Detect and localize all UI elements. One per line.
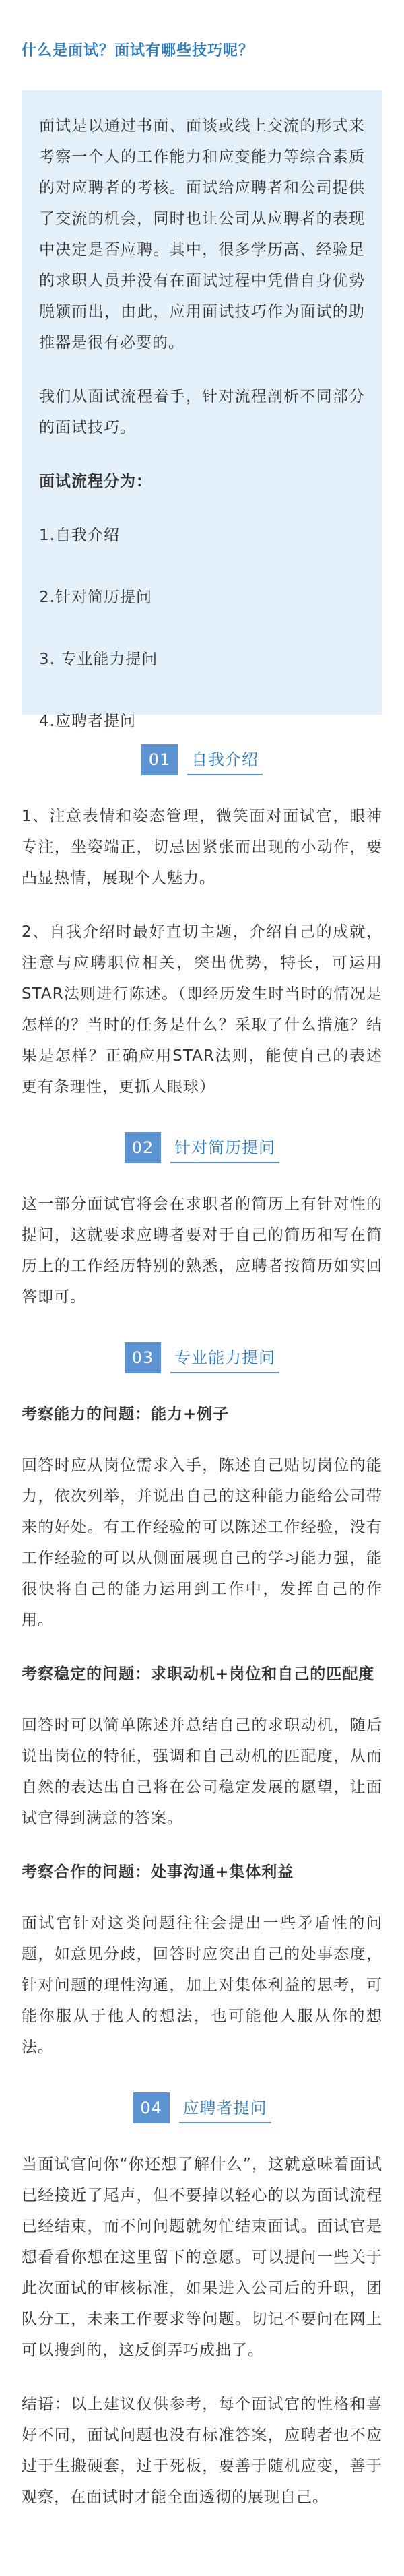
subsection-paragraph: 面试官针对这类问题往往会提出一些矛盾性的问题，如意见分歧，回答时应突出自己的处事态度，针对问题的理性沟通，加上对集体利益的思考，可能你服从于他人的想法，也可能他人服从你的想法。 — [22, 1915, 382, 2056]
section-heading-resume-questions — [22, 1132, 382, 1163]
section-number-badge: 04 — [133, 2092, 170, 2123]
subsection-paragraph: 回答时可以简单陈述并总结自己的求职动机，随后说出岗位的特征，强调和自己动机的匹配度，从而自然的表达出自己将在公司稳定发展的愿望，让面试官得到满意的答案。 — [22, 1717, 382, 1827]
flow-step-1: 1.自我介绍 — [39, 527, 120, 544]
section-title: 专业能力提问 — [170, 1343, 279, 1373]
intro-paragraph-1: 面试是以通过书面、面谈或线上交流的形式来考察一个人的工作能力和应变能力等综合素质的对应聘者的考核。面试给应聘者和公司提供了交流的机会，同时也让公司从应聘者的表现中决定是否应聘。其中，很多学历高、经验足的求职人员并没有在面试过程中凭借自身优势脱颖而出，由此，应用面试技巧作为面试的助推器是很有必要的。 — [39, 117, 365, 352]
section-body-candidate-questions — [22, 2149, 382, 2513]
section-heading-self-intro — [22, 744, 382, 775]
section-heading-professional-questions — [22, 1342, 382, 1373]
section-number-badge: 02 — [125, 1132, 161, 1163]
section-title: 自我介绍 — [187, 745, 263, 775]
section-title: 应聘者提问 — [179, 2093, 271, 2123]
subsection-heading: 考察稳定的问题：求职动机+岗位和自己的匹配度 — [22, 1665, 375, 1683]
section-heading-candidate-questions — [22, 2092, 382, 2123]
subsection-heading: 考察能力的问题：能力+例子 — [22, 1406, 230, 1423]
subsection-paragraph: 回答时应从岗位需求入手，陈述自己贴切岗位的能力，依次列举，并说出自己的这种能力能给公司带来的好处。有工作经验的可以陈述工作经验，没有工作经验的可以从侧面展现自己的学习能力强，能很快将自己的能力运用到工作中，发挥自己的作用。 — [22, 1457, 382, 1629]
section-body-resume-questions — [22, 1189, 382, 1313]
flow-step-4: 4.应聘者提问 — [39, 713, 136, 730]
section-paragraph: 1、注意表情和姿态管理，微笑面对面试官，眼神专注，坐姿端正，切忌因紧张而出现的小动作，要凸显热情，展现个人魅力。 — [22, 807, 382, 887]
conclusion-paragraph: 结语：以上建议仅供参考，每个面试官的性格和喜好不同，面试问题也没有标准答案，应聘者也不应过于生搬硬套，过于死板，要善于随机应变，善于观察，在面试时才能全面透彻的展现自己。 — [22, 2396, 382, 2506]
flow-step-3: 3. 专业能力提问 — [39, 651, 158, 668]
section-title: 针对简历提问 — [170, 1133, 279, 1163]
section-number-badge: 03 — [125, 1342, 161, 1373]
section-body-self-intro — [22, 801, 382, 1102]
section-body-professional-questions — [22, 1399, 382, 2063]
subsection-heading: 考察合作的问题：处事沟通+集体利益 — [22, 1863, 294, 1881]
flow-heading: 面试流程分为： — [39, 473, 152, 490]
article-title: 什么是面试？面试有哪些技巧呢？ — [22, 42, 255, 59]
section-number-badge: 01 — [141, 744, 178, 775]
intro-box — [22, 90, 382, 730]
intro-paragraph-2: 我们从面试流程着手，针对流程剖析不同部分的面试技巧。 — [39, 388, 365, 436]
section-paragraph: 2、自我介绍时最好直切主题，介绍自己的成就，注意与应聘职位相关，突出优势，特长，可运用STAR法则进行陈述。（即经历发生时当时的情况是怎样的？当时的任务是什么？采取了什么措施？结果是怎样？正确应用STAR法则，能使自己的表述更有条理性，更抓人眼球） — [22, 923, 382, 1096]
section-paragraph: 这一部分面试官将会在求职者的简历上有针对性的提问，这就要求应聘者要对于自己的简历和写在简历上的工作经历特别的熟悉，应聘者按简历如实回答即可。 — [22, 1195, 382, 1306]
section-paragraph: 当面试官问你“你还想了解什么”，这就意味着面试已经接近了尾声，但不要掉以轻心的以为面试流程已经结束，而不问问题就匆忙结束面试。面试官是想看看你想在这里留下的意愿。可以提问一些关于此次面试的审核标准，如果进入公司后的升职，团队分工，未来工作要求等问题。切记不要问在网上可以搜到的，这反倒弄巧成拙了。 — [22, 2156, 382, 2359]
flow-step-2: 2.针对简历提问 — [39, 589, 152, 606]
